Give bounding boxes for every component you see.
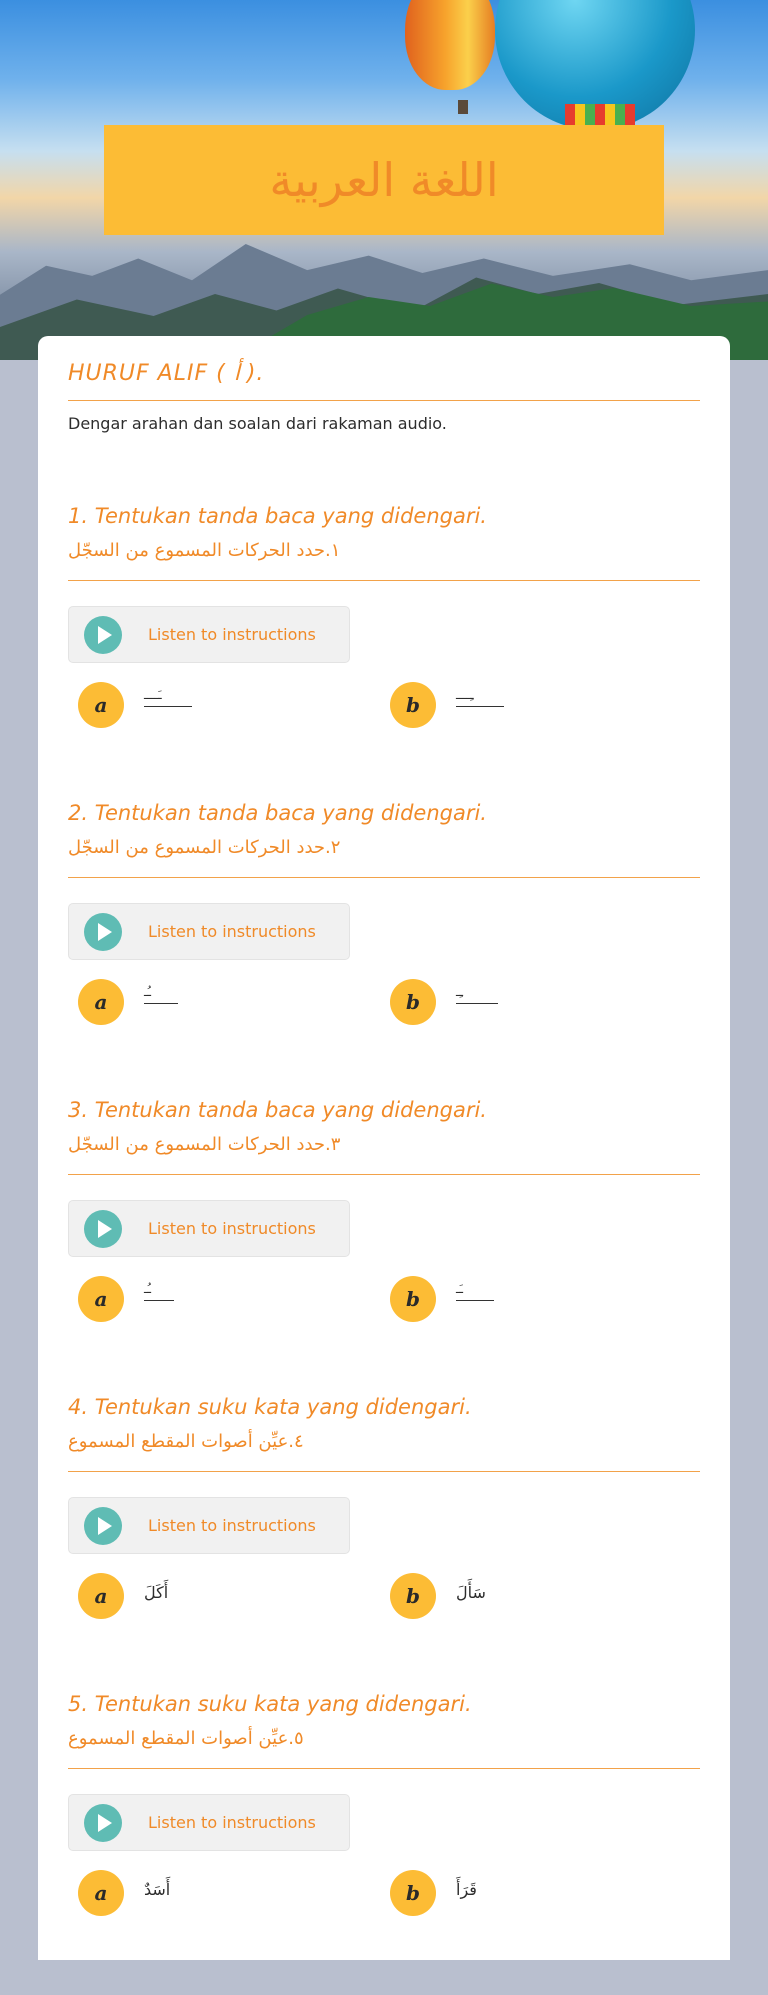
listen-button[interactable] [68, 1200, 350, 1257]
balloon-stripes [565, 104, 635, 126]
option-b-badge[interactable]: b [390, 1276, 436, 1322]
divider [68, 1471, 700, 1472]
option-a-badge[interactable]: a [78, 1573, 124, 1619]
option-a-badge[interactable]: a [78, 979, 124, 1025]
listen-button[interactable] [68, 606, 350, 663]
listen-label: Listen to instructions [148, 1516, 316, 1535]
listen-button[interactable] [68, 1794, 350, 1851]
option-a-badge[interactable]: a [78, 682, 124, 728]
option-b-badge[interactable]: b [390, 979, 436, 1025]
divider [68, 1768, 700, 1769]
option-b-line [456, 706, 504, 707]
listen-label: Listen to instructions [148, 1813, 316, 1832]
option-b-text[interactable]: سَأَلَ [456, 1583, 486, 1602]
question-title: 2. Tentukan tanda baca yang didengari. [68, 801, 487, 825]
play-icon[interactable] [84, 913, 122, 951]
section-title: HURUF ALIF ( أ ). [68, 361, 265, 386]
question-title: 5. Tentukan suku kata yang didengari. [68, 1692, 472, 1716]
play-icon[interactable] [84, 1210, 122, 1248]
option-a-badge[interactable]: a [78, 1276, 124, 1322]
listen-label: Listen to instructions [148, 1219, 316, 1238]
question-arabic: ٤.عيِّن أصوات المقطع المسموع [68, 1431, 304, 1452]
option-a-text[interactable]: أَكَلَ [144, 1583, 169, 1602]
divider [68, 1174, 700, 1175]
worksheet-card: HURUF ALIF ( أ ). Dengar arahan dan soalan dari rakaman audio. 1. Tentukan tanda baca yang didengari. ١.حدد الحركات المسموع من السجّل Listen to instructions a ـَــــ b ـِــــ 2. Tentukan tanda baca yang didengari. ٢.حدد الحركات المسموع من السجّل Listen to instructions a ـُـ b ـِـ 3. Tentukan tanda baca yang didengari. ٣.حدد الحركات المسموع من السجّل Listen to instructions a ـُـ b ـَـ 4. Tentukan suku kata yang didengari. ٤.عيِّن أصوات المقطع المسموع Listen to instructions a أَكَلَ b سَأَلَ 5. Tentukan suku kata yang didengari. ٥.عيِّن أصوات المقطع المسموع Listen to instructions a أَسَدٌ b قَرَأَ [38, 336, 730, 1960]
question-title: 4. Tentukan suku kata yang didengari. [68, 1395, 472, 1419]
divider [68, 400, 700, 401]
option-a-line [144, 1300, 174, 1301]
option-a-text[interactable]: أَسَدٌ [144, 1880, 171, 1899]
option-b-line [456, 1300, 494, 1301]
option-b-line [456, 1003, 498, 1004]
option-a-badge[interactable]: a [78, 1870, 124, 1916]
balloon-basket [458, 100, 468, 114]
option-b-badge[interactable]: b [390, 1573, 436, 1619]
question-title: 3. Tentukan tanda baca yang didengari. [68, 1098, 487, 1122]
option-a-line [144, 1003, 178, 1004]
listen-button[interactable] [68, 903, 350, 960]
listen-label: Listen to instructions [148, 625, 316, 644]
option-b-text[interactable]: قَرَأَ [456, 1880, 477, 1899]
play-icon[interactable] [84, 1804, 122, 1842]
option-a-line [144, 706, 192, 707]
title-banner [104, 125, 664, 235]
page-title: اللغة العربية [269, 153, 499, 207]
option-b-badge[interactable]: b [390, 1870, 436, 1916]
divider [68, 580, 700, 581]
question-arabic: ٥.عيِّن أصوات المقطع المسموع [68, 1728, 304, 1749]
play-icon[interactable] [84, 616, 122, 654]
question-title: 1. Tentukan tanda baca yang didengari. [68, 504, 487, 528]
hero-banner [0, 0, 768, 360]
hot-air-balloon-orange [405, 0, 495, 90]
question-arabic: ٣.حدد الحركات المسموع من السجّل [68, 1134, 341, 1155]
option-b-badge[interactable]: b [390, 682, 436, 728]
question-arabic: ٢.حدد الحركات المسموع من السجّل [68, 837, 341, 858]
play-icon[interactable] [84, 1507, 122, 1545]
question-arabic: ١.حدد الحركات المسموع من السجّل [68, 540, 341, 561]
divider [68, 877, 700, 878]
section-instruction: Dengar arahan dan soalan dari rakaman audio. [68, 414, 447, 433]
listen-label: Listen to instructions [148, 922, 316, 941]
listen-button[interactable] [68, 1497, 350, 1554]
